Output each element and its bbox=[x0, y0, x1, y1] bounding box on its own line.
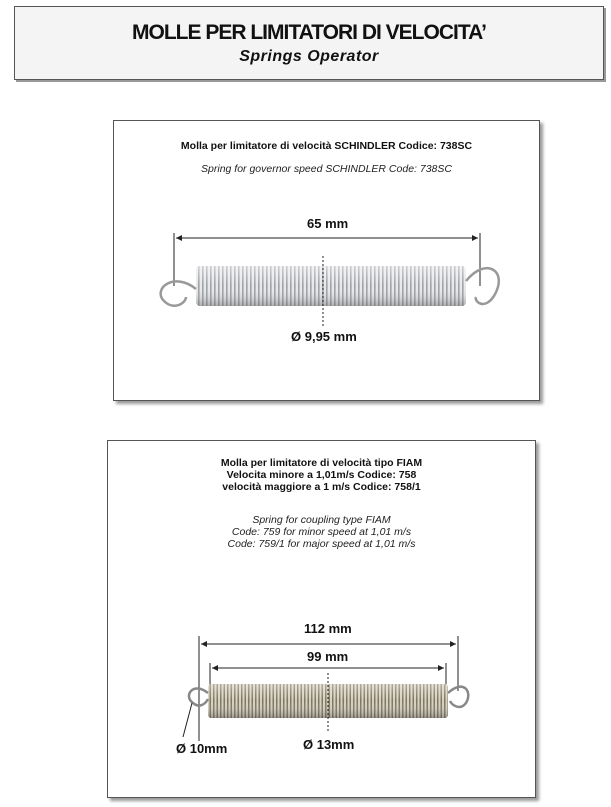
card1-title: Molla per limitatore di velocità SCHINDLER Codice: 738SC bbox=[180, 140, 473, 152]
page-title: MOLLE PER LIMITATORI DI VELOCITA’ bbox=[132, 21, 486, 44]
wire-diameter-label: Ø 10mm bbox=[176, 741, 228, 756]
card2-title-line: Molla per limitatore di velocità tipo FIAM bbox=[220, 457, 423, 469]
card2-subtitle-line: Spring for coupling type FIAM bbox=[252, 514, 391, 526]
spring-card-schindler bbox=[113, 120, 540, 401]
card2-subtitle-line: Code: 759 for minor speed at 1,01 m/s bbox=[231, 526, 412, 538]
card2-subtitle-line: Code: 759/1 for major speed at 1,01 m/s bbox=[227, 538, 416, 550]
page-header bbox=[14, 6, 604, 80]
length-label: 65 mm bbox=[307, 216, 349, 231]
body-length-label: 99 mm bbox=[307, 649, 349, 664]
card2-title-line: velocità maggiore a 1 m/s Codice: 758/1 bbox=[222, 481, 421, 493]
card2-title-line: Velocita minore a 1,01m/s Codice: 758 bbox=[226, 469, 417, 481]
card2-title-block bbox=[108, 457, 535, 493]
card1-subtitle: Spring for governor speed SCHINDLER Code: 738SC bbox=[201, 163, 452, 175]
card2-subtitle-block bbox=[108, 514, 535, 550]
diameter-label: Ø 9,95 mm bbox=[291, 329, 357, 344]
total-length-label: 112 mm bbox=[304, 621, 352, 636]
diameter-label: Ø 13mm bbox=[303, 737, 355, 752]
page-subtitle: Springs Operator bbox=[239, 48, 379, 65]
spring-card-fiam bbox=[107, 440, 536, 798]
